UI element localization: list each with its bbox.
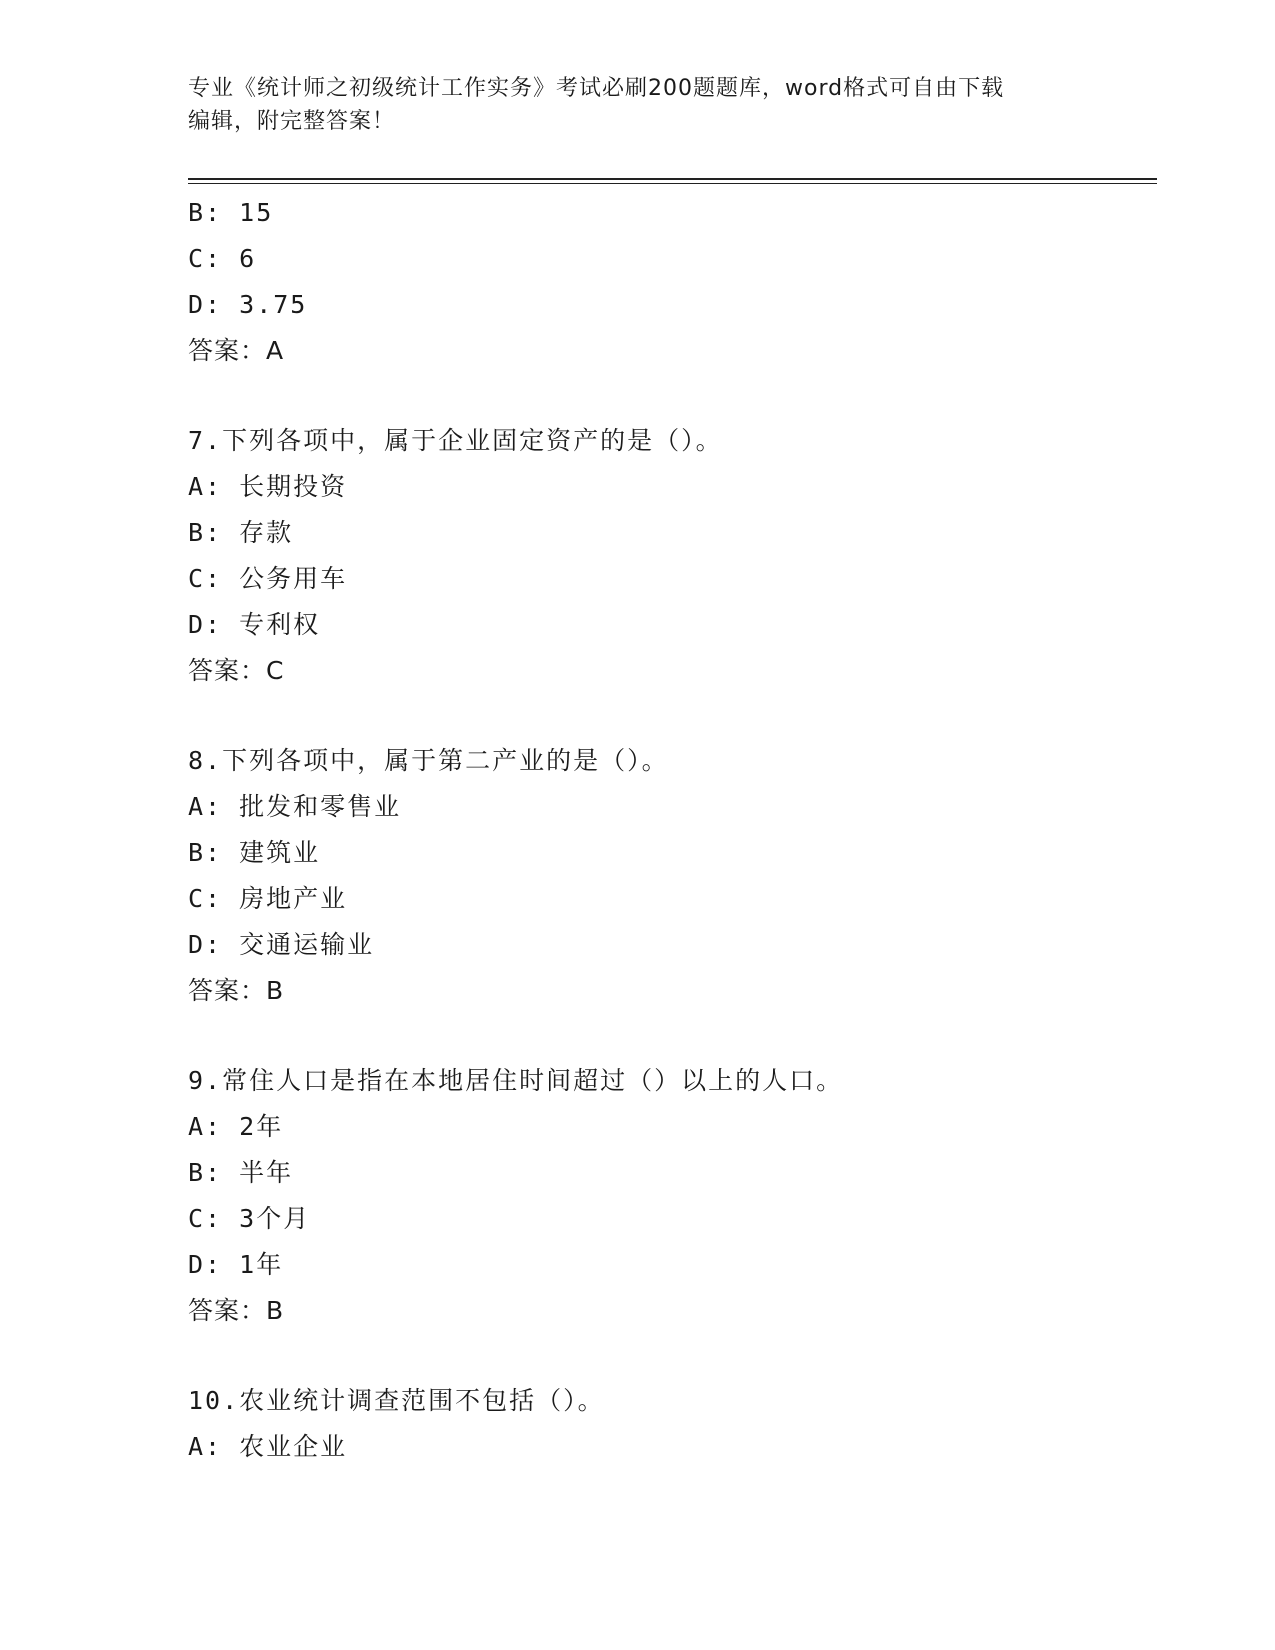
option-a: A: 批发和零售业 <box>188 792 402 821</box>
option-d: D: 交通运输业 <box>188 930 375 959</box>
option-c: C: 6 <box>188 244 257 273</box>
option-b: B: 15 <box>188 198 274 227</box>
spacer <box>188 374 1148 418</box>
option-a: A: 农业企业 <box>188 1432 348 1461</box>
header-rule-thick <box>188 178 1157 180</box>
answer: 答案：B <box>188 1296 285 1325</box>
header-line-2: 编辑，附完整答案！ <box>188 109 396 134</box>
question-block-9 <box>188 1058 1148 1334</box>
option-a: A: 2年 <box>188 1112 284 1141</box>
spacer <box>188 1334 1148 1378</box>
question-block-6 <box>188 190 1148 374</box>
option-b: B: 半年 <box>188 1158 294 1187</box>
spacer <box>188 1014 1148 1058</box>
question-block-10 <box>188 1378 1148 1470</box>
question-stem: 7.下列各项中，属于企业固定资产的是（）。 <box>188 426 723 455</box>
option-c: C: 3个月 <box>188 1204 311 1233</box>
header-line-1: 专业《统计师之初级统计工作实务》考试必刷200题题库，word格式可自由下载 <box>188 76 1005 101</box>
answer: 答案：A <box>188 336 285 365</box>
option-c: C: 房地产业 <box>188 884 348 913</box>
question-stem: 9.常住人口是指在本地居住时间超过（）以上的人口。 <box>188 1066 844 1095</box>
option-d: D: 专利权 <box>188 610 321 639</box>
question-list <box>188 190 1148 1470</box>
question-stem: 10.农业统计调查范围不包括（）。 <box>188 1386 605 1415</box>
spacer <box>188 694 1148 738</box>
option-d: D: 1年 <box>188 1250 284 1279</box>
document-header <box>188 72 1088 138</box>
option-b: B: 建筑业 <box>188 838 321 867</box>
question-block-7 <box>188 418 1148 694</box>
question-stem: 8.下列各项中，属于第二产业的是（）。 <box>188 746 669 775</box>
option-a: A: 长期投资 <box>188 472 348 501</box>
option-c: C: 公务用车 <box>188 564 348 593</box>
header-rule-thin <box>188 183 1157 184</box>
question-block-8 <box>188 738 1148 1014</box>
option-b: B: 存款 <box>188 518 294 547</box>
option-d: D: 3.75 <box>188 290 308 319</box>
answer: 答案：C <box>188 656 285 685</box>
answer: 答案：B <box>188 976 285 1005</box>
